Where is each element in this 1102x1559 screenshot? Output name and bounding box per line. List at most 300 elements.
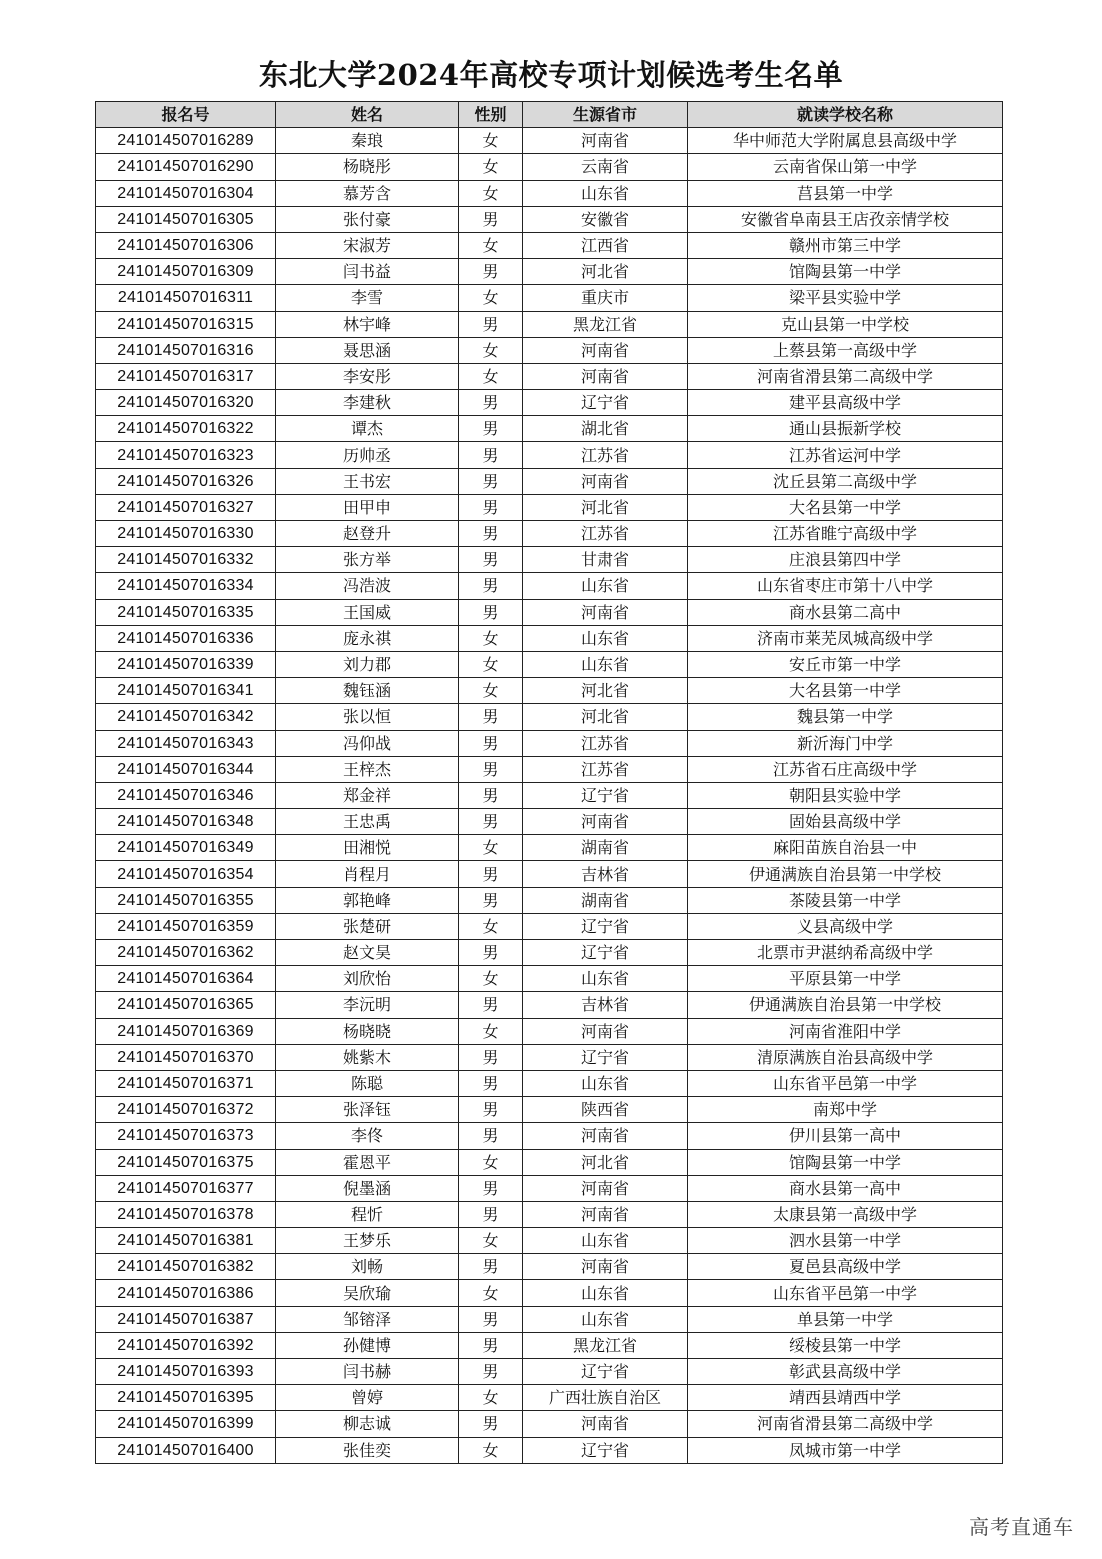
name-cell: 历帅丞	[276, 442, 459, 468]
gender-cell: 男	[459, 756, 523, 782]
registration-id-cell: 241014507016392	[96, 1332, 276, 1358]
province-cell: 辽宁省	[523, 940, 688, 966]
registration-id-cell: 241014507016317	[96, 363, 276, 389]
gender-cell: 女	[459, 128, 523, 154]
province-cell: 重庆市	[523, 285, 688, 311]
table-row	[96, 1254, 1003, 1280]
province-cell: 江苏省	[523, 756, 688, 782]
school-cell: 固始县高级中学	[688, 809, 1003, 835]
name-cell: 田湘悦	[276, 835, 459, 861]
registration-id-cell: 241014507016393	[96, 1359, 276, 1385]
school-cell: 山东省平邑第一中学	[688, 1280, 1003, 1306]
table-row	[96, 1437, 1003, 1463]
province-cell: 吉林省	[523, 861, 688, 887]
gender-cell: 男	[459, 547, 523, 573]
province-cell: 河南省	[523, 599, 688, 625]
table-row	[96, 625, 1003, 651]
province-cell: 山东省	[523, 180, 688, 206]
gender-cell: 女	[459, 180, 523, 206]
school-cell: 上蔡县第一高级中学	[688, 337, 1003, 363]
gender-cell: 男	[459, 1359, 523, 1385]
gender-cell: 男	[459, 390, 523, 416]
province-cell: 河南省	[523, 337, 688, 363]
name-cell: 肖程月	[276, 861, 459, 887]
school-cell: 绥棱县第一中学	[688, 1332, 1003, 1358]
school-cell: 单县第一中学	[688, 1306, 1003, 1332]
school-cell: 江苏省睢宁高级中学	[688, 521, 1003, 547]
school-cell: 茶陵县第一中学	[688, 887, 1003, 913]
gender-cell: 男	[459, 494, 523, 520]
province-cell: 山东省	[523, 1228, 688, 1254]
province-cell: 河南省	[523, 1254, 688, 1280]
name-cell: 张佳奕	[276, 1437, 459, 1463]
page-title: 东北大学2024年高校专项计划候选考生名单	[258, 58, 844, 92]
province-cell: 河北省	[523, 1149, 688, 1175]
school-cell: 朝阳县实验中学	[688, 782, 1003, 808]
registration-id-cell: 241014507016334	[96, 573, 276, 599]
province-cell: 河北省	[523, 678, 688, 704]
registration-id-cell: 241014507016305	[96, 206, 276, 232]
school-cell: 伊通满族自治县第一中学校	[688, 861, 1003, 887]
name-cell: 李佟	[276, 1123, 459, 1149]
school-cell: 泗水县第一中学	[688, 1228, 1003, 1254]
gender-cell: 男	[459, 259, 523, 285]
column-header-gender: 性别	[459, 102, 523, 128]
registration-id-cell: 241014507016362	[96, 940, 276, 966]
registration-id-cell: 241014507016369	[96, 1018, 276, 1044]
province-cell: 河南省	[523, 468, 688, 494]
gender-cell: 男	[459, 704, 523, 730]
school-cell: 莒县第一中学	[688, 180, 1003, 206]
registration-id-cell: 241014507016395	[96, 1385, 276, 1411]
name-cell: 冯仰战	[276, 730, 459, 756]
registration-id-cell: 241014507016346	[96, 782, 276, 808]
province-cell: 辽宁省	[523, 1359, 688, 1385]
gender-cell: 男	[459, 887, 523, 913]
school-cell: 梁平县实验中学	[688, 285, 1003, 311]
column-header-school: 就读学校名称	[688, 102, 1003, 128]
province-cell: 河南省	[523, 809, 688, 835]
school-cell: 伊通满族自治县第一中学校	[688, 992, 1003, 1018]
registration-id-cell: 241014507016289	[96, 128, 276, 154]
gender-cell: 女	[459, 285, 523, 311]
province-cell: 辽宁省	[523, 782, 688, 808]
province-cell: 江苏省	[523, 521, 688, 547]
registration-id-cell: 241014507016304	[96, 180, 276, 206]
candidate-table	[95, 101, 1003, 1464]
gender-cell: 女	[459, 1385, 523, 1411]
school-cell: 华中师范大学附属息县高级中学	[688, 128, 1003, 154]
gender-cell: 男	[459, 206, 523, 232]
table-row	[96, 259, 1003, 285]
school-cell: 安徽省阜南县王店孜亲情学校	[688, 206, 1003, 232]
school-cell: 彰武县高级中学	[688, 1359, 1003, 1385]
registration-id-cell: 241014507016354	[96, 861, 276, 887]
table-row	[96, 128, 1003, 154]
school-cell: 河南省淮阳中学	[688, 1018, 1003, 1044]
table-row	[96, 521, 1003, 547]
province-cell: 河南省	[523, 1201, 688, 1227]
school-cell: 云南省保山第一中学	[688, 154, 1003, 180]
registration-id-cell: 241014507016365	[96, 992, 276, 1018]
registration-id-cell: 241014507016326	[96, 468, 276, 494]
school-cell: 山东省平邑第一中学	[688, 1070, 1003, 1096]
name-cell: 陈聪	[276, 1070, 459, 1096]
registration-id-cell: 241014507016335	[96, 599, 276, 625]
name-cell: 闫书益	[276, 259, 459, 285]
province-cell: 黑龙江省	[523, 311, 688, 337]
gender-cell: 男	[459, 782, 523, 808]
table-row	[96, 363, 1003, 389]
name-cell: 李沅明	[276, 992, 459, 1018]
registration-id-cell: 241014507016336	[96, 625, 276, 651]
table-row	[96, 1201, 1003, 1227]
registration-id-cell: 241014507016290	[96, 154, 276, 180]
province-cell: 云南省	[523, 154, 688, 180]
province-cell: 辽宁省	[523, 1044, 688, 1070]
province-cell: 河北省	[523, 259, 688, 285]
table-row	[96, 416, 1003, 442]
name-cell: 曾婷	[276, 1385, 459, 1411]
school-cell: 通山县振新学校	[688, 416, 1003, 442]
province-cell: 湖南省	[523, 835, 688, 861]
school-cell: 商水县第二高中	[688, 599, 1003, 625]
registration-id-cell: 241014507016327	[96, 494, 276, 520]
table-body	[96, 128, 1003, 1464]
school-cell: 赣州市第三中学	[688, 232, 1003, 258]
gender-cell: 男	[459, 1306, 523, 1332]
name-cell: 张楚研	[276, 913, 459, 939]
table-row	[96, 442, 1003, 468]
registration-id-cell: 241014507016320	[96, 390, 276, 416]
name-cell: 冯浩波	[276, 573, 459, 599]
name-cell: 刘畅	[276, 1254, 459, 1280]
name-cell: 邹镕泽	[276, 1306, 459, 1332]
table-row	[96, 390, 1003, 416]
name-cell: 杨晓彤	[276, 154, 459, 180]
school-cell: 南郑中学	[688, 1097, 1003, 1123]
school-cell: 太康县第一高级中学	[688, 1201, 1003, 1227]
name-cell: 魏钰涵	[276, 678, 459, 704]
gender-cell: 男	[459, 311, 523, 337]
name-cell: 张以恒	[276, 704, 459, 730]
school-cell: 夏邑县高级中学	[688, 1254, 1003, 1280]
province-cell: 黑龙江省	[523, 1332, 688, 1358]
registration-id-cell: 241014507016373	[96, 1123, 276, 1149]
province-cell: 山东省	[523, 1280, 688, 1306]
name-cell: 林宇峰	[276, 311, 459, 337]
name-cell: 田甲申	[276, 494, 459, 520]
name-cell: 郑金祥	[276, 782, 459, 808]
table-row	[96, 573, 1003, 599]
table-row	[96, 756, 1003, 782]
province-cell: 河南省	[523, 128, 688, 154]
school-cell: 靖西县靖西中学	[688, 1385, 1003, 1411]
table-row	[96, 599, 1003, 625]
table-row	[96, 782, 1003, 808]
table-row	[96, 992, 1003, 1018]
registration-id-cell: 241014507016387	[96, 1306, 276, 1332]
registration-id-cell: 241014507016348	[96, 809, 276, 835]
school-cell: 江苏省石庄高级中学	[688, 756, 1003, 782]
name-cell: 李安彤	[276, 363, 459, 389]
column-header-province: 生源省市	[523, 102, 688, 128]
province-cell: 河南省	[523, 1123, 688, 1149]
table-row	[96, 547, 1003, 573]
registration-id-cell: 241014507016344	[96, 756, 276, 782]
school-cell: 凤城市第一中学	[688, 1437, 1003, 1463]
table-row	[96, 913, 1003, 939]
table-row	[96, 1306, 1003, 1332]
school-cell: 北票市尹湛纳希高级中学	[688, 940, 1003, 966]
school-cell: 克山县第一中学校	[688, 311, 1003, 337]
gender-cell: 女	[459, 651, 523, 677]
gender-cell: 男	[459, 992, 523, 1018]
school-cell: 大名县第一中学	[688, 678, 1003, 704]
table-row	[96, 1018, 1003, 1044]
gender-cell: 男	[459, 442, 523, 468]
gender-cell: 男	[459, 573, 523, 599]
name-cell: 刘力郡	[276, 651, 459, 677]
school-cell: 济南市莱芜凤城高级中学	[688, 625, 1003, 651]
registration-id-cell: 241014507016349	[96, 835, 276, 861]
gender-cell: 男	[459, 468, 523, 494]
registration-id-cell: 241014507016377	[96, 1175, 276, 1201]
province-cell: 山东省	[523, 966, 688, 992]
gender-cell: 男	[459, 1411, 523, 1437]
watermark: 高考直通车	[969, 1515, 1074, 1539]
province-cell: 辽宁省	[523, 913, 688, 939]
province-cell: 江苏省	[523, 442, 688, 468]
province-cell: 江苏省	[523, 730, 688, 756]
table-row	[96, 887, 1003, 913]
name-cell: 慕芳含	[276, 180, 459, 206]
gender-cell: 女	[459, 1149, 523, 1175]
gender-cell: 女	[459, 1018, 523, 1044]
gender-cell: 男	[459, 940, 523, 966]
school-cell: 麻阳苗族自治县一中	[688, 835, 1003, 861]
table-row	[96, 154, 1003, 180]
name-cell: 程忻	[276, 1201, 459, 1227]
province-cell: 湖北省	[523, 416, 688, 442]
registration-id-cell: 241014507016330	[96, 521, 276, 547]
gender-cell: 女	[459, 1228, 523, 1254]
province-cell: 山东省	[523, 651, 688, 677]
table-row	[96, 1149, 1003, 1175]
gender-cell: 女	[459, 625, 523, 651]
gender-cell: 男	[459, 1123, 523, 1149]
registration-id-cell: 241014507016372	[96, 1097, 276, 1123]
name-cell: 赵文昊	[276, 940, 459, 966]
table-row	[96, 966, 1003, 992]
name-cell: 王忠禹	[276, 809, 459, 835]
registration-id-cell: 241014507016370	[96, 1044, 276, 1070]
name-cell: 张方举	[276, 547, 459, 573]
registration-id-cell: 241014507016355	[96, 887, 276, 913]
province-cell: 山东省	[523, 573, 688, 599]
province-cell: 甘肃省	[523, 547, 688, 573]
name-cell: 郭艳峰	[276, 887, 459, 913]
table-row	[96, 311, 1003, 337]
gender-cell: 女	[459, 154, 523, 180]
name-cell: 李建秋	[276, 390, 459, 416]
province-cell: 陕西省	[523, 1097, 688, 1123]
name-cell: 柳志诚	[276, 1411, 459, 1437]
province-cell: 山东省	[523, 1306, 688, 1332]
school-cell: 大名县第一中学	[688, 494, 1003, 520]
gender-cell: 女	[459, 678, 523, 704]
name-cell: 王书宏	[276, 468, 459, 494]
name-cell: 倪墨涵	[276, 1175, 459, 1201]
table-row	[96, 809, 1003, 835]
school-cell: 馆陶县第一中学	[688, 259, 1003, 285]
table-row	[96, 1228, 1003, 1254]
name-cell: 杨晓晓	[276, 1018, 459, 1044]
registration-id-cell: 241014507016343	[96, 730, 276, 756]
name-cell: 姚紫木	[276, 1044, 459, 1070]
name-cell: 王梓杰	[276, 756, 459, 782]
school-cell: 沈丘县第二高级中学	[688, 468, 1003, 494]
registration-id-cell: 241014507016400	[96, 1437, 276, 1463]
gender-cell: 男	[459, 1044, 523, 1070]
registration-id-cell: 241014507016332	[96, 547, 276, 573]
table-row	[96, 337, 1003, 363]
registration-id-cell: 241014507016381	[96, 1228, 276, 1254]
school-cell: 建平县高级中学	[688, 390, 1003, 416]
table-row	[96, 1123, 1003, 1149]
gender-cell: 男	[459, 1332, 523, 1358]
registration-id-cell: 241014507016309	[96, 259, 276, 285]
table-row	[96, 678, 1003, 704]
gender-cell: 男	[459, 861, 523, 887]
gender-cell: 女	[459, 363, 523, 389]
registration-id-cell: 241014507016386	[96, 1280, 276, 1306]
gender-cell: 女	[459, 913, 523, 939]
name-cell: 李雪	[276, 285, 459, 311]
registration-id-cell: 241014507016316	[96, 337, 276, 363]
gender-cell: 男	[459, 809, 523, 835]
name-cell: 秦琅	[276, 128, 459, 154]
gender-cell: 男	[459, 1254, 523, 1280]
province-cell: 河南省	[523, 363, 688, 389]
gender-cell: 男	[459, 1175, 523, 1201]
name-cell: 张付豪	[276, 206, 459, 232]
table-row	[96, 1411, 1003, 1437]
registration-id-cell: 241014507016339	[96, 651, 276, 677]
table-row	[96, 1097, 1003, 1123]
table-row	[96, 651, 1003, 677]
province-cell: 河南省	[523, 1411, 688, 1437]
name-cell: 赵登升	[276, 521, 459, 547]
province-cell: 安徽省	[523, 206, 688, 232]
registration-id-cell: 241014507016382	[96, 1254, 276, 1280]
table-row	[96, 940, 1003, 966]
gender-cell: 女	[459, 337, 523, 363]
gender-cell: 女	[459, 835, 523, 861]
registration-id-cell: 241014507016364	[96, 966, 276, 992]
school-cell: 新沂海门中学	[688, 730, 1003, 756]
name-cell: 刘欣怡	[276, 966, 459, 992]
province-cell: 广西壮族自治区	[523, 1385, 688, 1411]
name-cell: 闫书赫	[276, 1359, 459, 1385]
gender-cell: 男	[459, 599, 523, 625]
province-cell: 江西省	[523, 232, 688, 258]
registration-id-cell: 241014507016375	[96, 1149, 276, 1175]
table-row	[96, 232, 1003, 258]
table-row	[96, 1385, 1003, 1411]
registration-id-cell: 241014507016399	[96, 1411, 276, 1437]
province-cell: 湖南省	[523, 887, 688, 913]
province-cell: 吉林省	[523, 992, 688, 1018]
name-cell: 王梦乐	[276, 1228, 459, 1254]
table-row	[96, 468, 1003, 494]
name-cell: 王国威	[276, 599, 459, 625]
school-cell: 安丘市第一中学	[688, 651, 1003, 677]
name-cell: 霍恩平	[276, 1149, 459, 1175]
table-row	[96, 861, 1003, 887]
table-row	[96, 1280, 1003, 1306]
province-cell: 河北省	[523, 704, 688, 730]
province-cell: 山东省	[523, 1070, 688, 1096]
province-cell: 河北省	[523, 494, 688, 520]
registration-id-cell: 241014507016359	[96, 913, 276, 939]
school-cell: 河南省滑县第二高级中学	[688, 363, 1003, 389]
gender-cell: 女	[459, 1437, 523, 1463]
school-cell: 魏县第一中学	[688, 704, 1003, 730]
gender-cell: 女	[459, 1280, 523, 1306]
name-cell: 宋淑芳	[276, 232, 459, 258]
registration-id-cell: 241014507016341	[96, 678, 276, 704]
table-row	[96, 180, 1003, 206]
gender-cell: 男	[459, 730, 523, 756]
table-row	[96, 1070, 1003, 1096]
school-cell: 河南省滑县第二高级中学	[688, 1411, 1003, 1437]
table-row	[96, 835, 1003, 861]
registration-id-cell: 241014507016315	[96, 311, 276, 337]
school-cell: 清原满族自治县高级中学	[688, 1044, 1003, 1070]
school-cell: 义县高级中学	[688, 913, 1003, 939]
school-cell: 平原县第一中学	[688, 966, 1003, 992]
registration-id-cell: 241014507016371	[96, 1070, 276, 1096]
table-row	[96, 1332, 1003, 1358]
gender-cell: 男	[459, 1070, 523, 1096]
table-row	[96, 1359, 1003, 1385]
province-cell: 河南省	[523, 1018, 688, 1044]
gender-cell: 男	[459, 1201, 523, 1227]
table-row	[96, 206, 1003, 232]
name-cell: 庞永祺	[276, 625, 459, 651]
column-header-name: 姓名	[276, 102, 459, 128]
registration-id-cell: 241014507016322	[96, 416, 276, 442]
registration-id-cell: 241014507016306	[96, 232, 276, 258]
table-row	[96, 494, 1003, 520]
gender-cell: 女	[459, 966, 523, 992]
school-cell: 馆陶县第一中学	[688, 1149, 1003, 1175]
table-header-row	[96, 102, 1003, 128]
school-cell: 商水县第一高中	[688, 1175, 1003, 1201]
registration-id-cell: 241014507016342	[96, 704, 276, 730]
gender-cell: 男	[459, 521, 523, 547]
table-row	[96, 730, 1003, 756]
school-cell: 江苏省运河中学	[688, 442, 1003, 468]
name-cell: 聂思涵	[276, 337, 459, 363]
province-cell: 河南省	[523, 1175, 688, 1201]
name-cell: 张泽钰	[276, 1097, 459, 1123]
registration-id-cell: 241014507016378	[96, 1201, 276, 1227]
registration-id-cell: 241014507016323	[96, 442, 276, 468]
table-row	[96, 1044, 1003, 1070]
table-row	[96, 1175, 1003, 1201]
